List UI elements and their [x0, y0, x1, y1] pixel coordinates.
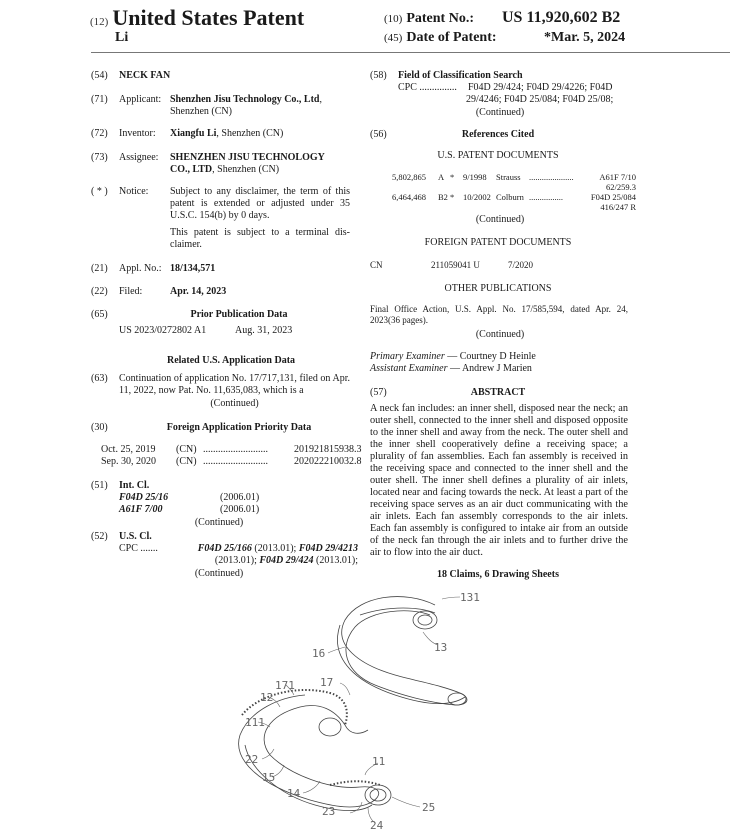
neck-fan-drawing [220, 585, 520, 831]
notice-code: ( * ) [91, 186, 108, 197]
foreign-doc-country: CN [370, 260, 383, 270]
references-heading: References Cited [461, 129, 535, 140]
patent-no-label: Patent No.: [406, 11, 474, 26]
inventor-name: Xiangfu Li [170, 128, 217, 139]
inner-shell-outline [239, 695, 379, 807]
applicant-code: (71) [91, 94, 108, 105]
filed-code: (22) [91, 286, 108, 297]
other-pubs-heading: OTHER PUBLICATIONS [444, 283, 552, 294]
prior-pub-code: (65) [91, 309, 108, 320]
date-code: (45) [384, 32, 403, 44]
assignee-name-line1: SHENZHEN JISU TECHNOLOGY [170, 152, 325, 163]
doc-name: Strauss [496, 172, 521, 182]
prior-pub-number: US 2023/0272802 A1 [119, 325, 207, 336]
outer-shell-inner-line [360, 608, 435, 615]
doc-class: 416/247 R [600, 202, 636, 212]
cpc-dots: ....... [140, 543, 158, 554]
primary-examiner [370, 351, 536, 363]
assistant-examiner-name: — Andrew J Marien [450, 363, 532, 374]
other-pubs-text: Final Office Action, U.S. Appl. No. 17/585,594, dated Apr. 24, 2023(36 pages). [370, 304, 628, 325]
terminal-disclaimer-text: This patent is subject to a terminal dis-claimer. [170, 227, 350, 250]
applicant-value [170, 94, 355, 118]
assignee-location: , Shenzhen (CN) [212, 164, 280, 175]
doc-class: A61F 7/10 [599, 172, 636, 182]
title-field-code: (54) [91, 70, 108, 81]
doc-dots: ..................... [529, 172, 574, 182]
doc-star: * [450, 172, 455, 182]
foreign-priority-heading: Foreign Application Priority Data [166, 422, 312, 433]
assignee-name-line2: CO., LTD [170, 164, 213, 175]
inventor-code: (72) [91, 128, 108, 139]
us-cl-version: (2013.01); [251, 543, 299, 554]
field-search-heading: Field of Classification Search [398, 70, 523, 81]
appl-no-code: (21) [91, 263, 108, 274]
foreign-doc-date: 7/2020 [508, 260, 534, 270]
doc-date: 9/1998 [463, 172, 487, 182]
foreign-docs-heading: FOREIGN PATENT DOCUMENTS [424, 237, 572, 248]
us-cl-code: (52) [91, 531, 108, 542]
int-cl-version: (2006.01) [220, 492, 260, 503]
doc-class: 62/259.3 [606, 182, 636, 192]
ref-label: 25 [422, 801, 436, 814]
appl-no-label: Appl. No.: [119, 263, 162, 274]
related-code: (63) [91, 373, 108, 384]
us-cl-class: F04D 29/424 [259, 555, 314, 566]
doc-date: 10/2002 [463, 192, 491, 202]
ref-label: 111 [245, 716, 265, 729]
ref-label: 171 [275, 679, 295, 692]
int-cl-class: A61F 7/00 [119, 504, 163, 515]
title-text: United States Patent [112, 5, 305, 30]
int-cl-class: F04D 25/16 [119, 492, 169, 503]
fan-outlet-top [413, 611, 437, 629]
ref-label: 12 [260, 691, 274, 704]
inventor-location: , Shenzhen (CN) [216, 128, 284, 139]
ref-label: 23 [322, 805, 336, 818]
doc-kind: B2 [438, 192, 448, 202]
ref-label: 13 [434, 641, 448, 654]
filed-label: Filed: [119, 286, 143, 297]
us-docs-continued: (Continued) [475, 214, 525, 225]
patent-no-code: (10) [384, 13, 403, 25]
foreign-priority-table [101, 444, 361, 468]
air-inlet-strip-lower [330, 781, 380, 785]
doc-number: 5,802,865 [392, 172, 426, 182]
assistant-examiner-label: Assistant Examiner [370, 363, 448, 374]
filed-value: Apr. 14, 2023 [170, 286, 227, 297]
us-cl-version: (2013.01); [214, 555, 260, 566]
cpc-label: CPC [119, 543, 138, 554]
us-patent-docs-heading: U.S. PATENT DOCUMENTS [437, 150, 559, 161]
appl-no-value: 18/134,571 [170, 263, 216, 274]
assignee-code: (73) [91, 152, 108, 163]
notice-text: Subject to any disclaimer, the term of this patent is extended or adjusted under 35 U.S.C. 154(b) by 0 days. [170, 186, 350, 221]
foreign-doc-number: 211059041 U [431, 260, 480, 270]
primary-examiner-name: — Courtney D Heinle [447, 351, 536, 362]
ref-label: 16 [312, 647, 326, 660]
doc-class: F04D 25/084 [590, 192, 636, 202]
cpc-dots: ............... [419, 82, 457, 93]
us-cl-heading: U.S. Cl. [119, 531, 152, 542]
int-cl-code: (51) [91, 480, 108, 491]
foreign-priority-row [101, 456, 361, 468]
priority-date: Sep. 30, 2020 [101, 456, 156, 467]
field-search-cpc [398, 82, 457, 94]
priority-number: 202022210032.8 [294, 456, 362, 467]
outer-shell-outline [342, 597, 467, 705]
field-search-line1: F04D 29/424; F04D 29/4226; F04D [468, 82, 613, 93]
ref-label: 131 [460, 591, 480, 604]
related-continued: (Continued) [210, 398, 259, 409]
abstract-text: A neck fan includes: an inner shell, disposed near the neck; an outer shell, connected to the inner shell and disposed opposite to the inner shell and away from the neck. The outer shell and the inner shell cooperatively define a receiving space; a plurality of fan assemblies. Each fan assembly is received in the receiving space and connected to the inner shell and the outer shell. The inner shell defines a plurality of air inlets, located near and facing towards the neck. At least a part of the receiving space serves as an air duct communicating with the air inlets. Each fan assembly corresponds to the air inlets. Each fan assembly is configured to intake air from an outside of the neck fan through the air inlets and to further drive the air to flow into the air duct. [370, 403, 628, 558]
field-search-line2: 29/4246; F04D 25/084; F04D 25/08; [466, 94, 614, 105]
fan-outlet-right [448, 693, 466, 705]
applicant-name: Shenzhen Jisu Technology Co., Ltd [170, 94, 320, 105]
fan-outlet-bottom [365, 785, 391, 805]
inventor-short: Li [115, 30, 129, 45]
abstract-heading: ABSTRACT [470, 387, 526, 398]
patent-number-row [384, 9, 621, 27]
doc-dots: ................ [529, 192, 563, 202]
patent-date-row [384, 30, 626, 46]
assignee-value [170, 152, 350, 176]
us-cl-class: F04D 29/4213 [298, 543, 358, 554]
field-search-continued: (Continued) [475, 107, 525, 118]
prior-pub-heading: Prior Publication Data [190, 309, 288, 320]
ref-label: 14 [287, 787, 301, 800]
outer-shell-edge [337, 625, 465, 704]
us-cl-version: (2013.01); [313, 555, 358, 566]
us-cl-continued: (Continued) [194, 568, 244, 579]
primary-examiner-label: Primary Examiner [370, 351, 445, 362]
applicant-location: , Shenzhen (CN) [170, 94, 322, 117]
applicant-label: Applicant: [119, 94, 162, 105]
fan-outlet-top-inner [418, 615, 432, 625]
claims-count: 18 Claims, 6 Drawing Sheets [437, 569, 559, 580]
header-divider [91, 52, 730, 53]
cpc-label: CPC [398, 82, 417, 93]
int-cl-heading: Int. Cl. [119, 480, 150, 491]
ref-label: 17 [320, 676, 334, 689]
priority-country: (CN) [176, 456, 197, 467]
ref-label: 11 [372, 755, 386, 768]
doc-number: 6,464,468 [392, 192, 426, 202]
inventor-value [170, 128, 350, 140]
int-cl-version: (2006.01) [220, 504, 260, 515]
us-cl-class: F04D 25/166 [197, 543, 252, 554]
field-search-code: (58) [370, 70, 387, 81]
ref-label: 24 [370, 819, 384, 831]
ref-label: 22 [245, 753, 259, 766]
prior-pub-date: Aug. 31, 2023 [235, 325, 293, 336]
other-pubs-continued: (Continued) [475, 329, 525, 340]
title-code: (12) [90, 16, 109, 28]
doc-kind: A [438, 172, 445, 182]
references-code: (56) [370, 129, 387, 140]
abstract-code: (57) [370, 387, 387, 398]
us-cl-line1 [173, 543, 358, 555]
priority-date: Oct. 25, 2019 [101, 444, 156, 455]
assistant-examiner [370, 363, 532, 375]
us-cl-cpc-label [119, 543, 158, 555]
priority-dots: .......................... [203, 456, 268, 467]
int-cl-continued: (Continued) [194, 517, 244, 528]
priority-country: (CN) [176, 444, 197, 455]
notice-label: Notice: [119, 186, 149, 197]
us-cl-line2 [192, 555, 358, 567]
patent-type-title [90, 5, 304, 31]
patent-date: *Mar. 5, 2024 [544, 30, 626, 45]
date-label: Date of Patent: [406, 30, 497, 45]
foreign-priority-row [101, 444, 361, 456]
assignee-label: Assignee: [119, 152, 159, 163]
invention-title: NECK FAN [119, 70, 171, 81]
related-text: Continuation of application No. 17/717,131, filed on Apr. 11, 2022, now Pat. No. 11,635,083, which is a [119, 373, 350, 396]
ref-label: 15 [262, 771, 276, 784]
doc-star: * [450, 192, 455, 202]
doc-name: Colburn [496, 192, 524, 202]
patent-number: US 11,920,602 B2 [502, 9, 621, 26]
fan-outlet-left [319, 718, 341, 736]
priority-dots: .......................... [203, 444, 268, 455]
priority-number: 201921815938.3 [294, 444, 362, 455]
foreign-priority-code: (30) [91, 422, 108, 433]
related-heading: Related U.S. Application Data [166, 355, 296, 366]
inventor-label: Inventor: [119, 128, 156, 139]
